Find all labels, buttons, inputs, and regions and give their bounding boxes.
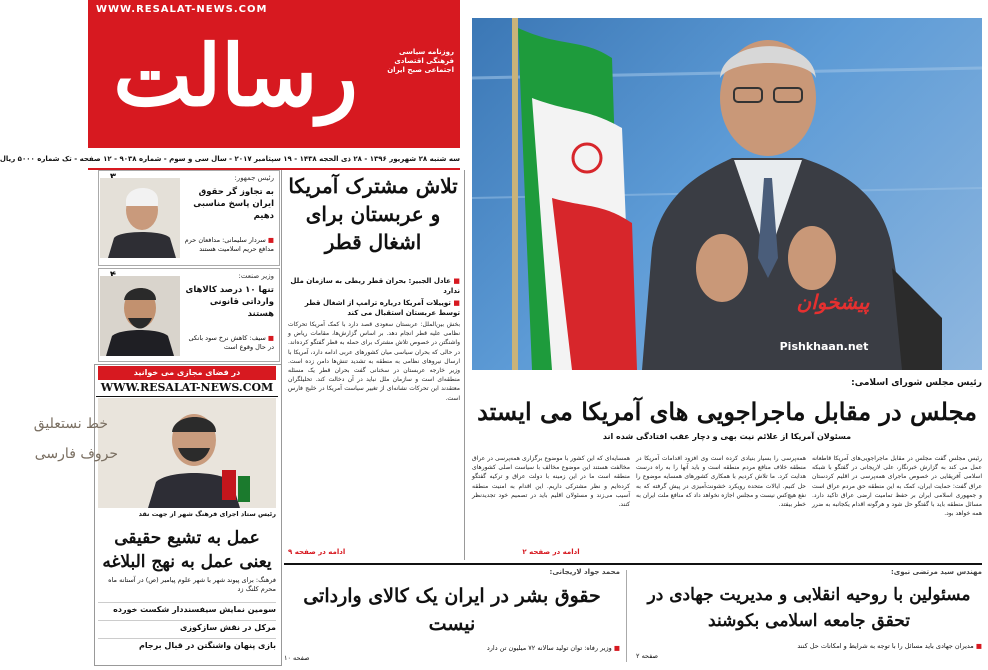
middle-story-body: بخش بین‌الملل: عربستان سعودی قصد دارد با کمک آمریکا تحرکات نظامی علیه قطر انجام دهد. بر اساس گزارش‌ها، مقامات ریاض و واشنگتن در خصوص تلاش مشترک برای حمله به قطر گفتگو کرده‌اند. در حالی که بحران سیاسی میان کشورهای عربی ادامه دارد، آمریکا با ارسال نیروهای نظامی به منطقه به تشدید تنش‌ها دامن زده است. وزیر خارجه عربستان در سخنانی گفت بحران قطر یک مسئله منطقه‌ای است و سازمان ملل نباید در آن دخالت کند. تحلیلگران معتقدند این تحرکات نشانه‌ای از تغییر سیاست آمریکا در خلیج فارس است. [288, 321, 460, 402]
bottom-story-headline[interactable]: مسئولین با روحیه انقلابی و مدیریت جهادی در تحقق جامعه اسلامی بکوشند [647, 585, 971, 631]
bottom-story-page-ref: صفحه ۲ [636, 652, 659, 660]
bottom-story-kicker: مهندس سید مرتضی نبوی: [891, 568, 982, 576]
online-section-item[interactable]: مرکل در نقش سازکوزی [98, 620, 276, 635]
rail-photo [100, 178, 180, 258]
column-divider [464, 170, 465, 560]
online-section-item[interactable]: سومین نمایش سیفسنددار شکست خورده [98, 602, 276, 617]
main-story-continue-link[interactable]: ادامه در صفحه ۲ [522, 548, 580, 556]
bottom-story-kicker: محمد جواد لاریجانی: [549, 568, 620, 576]
main-story-column: رئیس مجلس گفت مجلس در مقابل ماجراجویی‌های آمریکا قاطعانه عمل می کند به گزارش خبرنگار، علی لاریجانی در گفتگو با شبکه اسلامی آفریقایی در خصوص ماجرای همه‌پرسی در اقلیم کردستان عراق گفت: حمایت ایران، کمک به این منطقه حق مردم عراق است و جمهوری اسلامی ایران بر حفظ تمامیت ارضی عراق تاکید دارد. مسائل منطقه باید با گفتگو حل شود و هرگونه اقدام یکجانبه به ضرر همه خواهد بود. [812, 455, 982, 518]
watermark-url: Pishkhaan.net [779, 340, 869, 353]
middle-story-bullet: ■ عادل الجبیر: بحران قطر ربطی به سازمان ملل ندارد [288, 276, 460, 296]
rail-headline[interactable]: تنها ۱۰ درصد کالاهای وارداتی قانونی هستند [185, 285, 274, 319]
section-divider [284, 563, 982, 565]
bottom-story-page-ref: صفحه ۱۰ [284, 654, 310, 662]
main-story-kicker: رئیس مجلس شورای اسلامی: [851, 378, 982, 388]
online-section-subhead: فرهنگ: برای پیوند شهر با شهر علوم پیامبر (ص) در آستانه ماه محرم کلنگ زد [108, 576, 276, 593]
online-section-url[interactable]: WWW.RESALAT-NEWS.COM [96, 380, 278, 397]
bottom-story-subhead: ■ مدیران جهادی باید مسائل را با توجه به شرایط و امکانات حل کنند [648, 642, 982, 652]
main-story-column: همه‌پرسی را بسیار بنیادی کرده است وی افزود اقدامات آمریکا در منطقه خلاف منافع مردم منطقه است و باید آنها را به راه درست هدایت کرد. ما تلاش کردیم با همکاری کشورهای همسایه موضوع را حل کنیم. ایالات متحده رویکرد خشونت‌آمیزی در پیش گرفته که به نفع هیچ‌کس نیست و مجلس اجازه نخواهد داد که منافع ملت ایران به خطر بیفتد. [636, 455, 806, 509]
masthead-subtitle: روزنامه سیاسی فرهنگی اقتصادی اجتماعی صبح ایران [387, 48, 454, 74]
online-section-item[interactable]: بازی پنهان واشنگتن در قبال برجام [98, 638, 276, 653]
portrait-icon [100, 276, 180, 356]
rail-headline[interactable]: به تجاوز گر حقوق ایران پاسخ مناسبی دهیم [193, 187, 274, 221]
main-photo [472, 18, 982, 370]
main-story-headline[interactable]: مجلس در مقابل ماجراجویی های آمریکا می ایستد [477, 397, 977, 426]
bottom-story-headline[interactable]: حقوق بشر در ایران یک کالای وارداتی نیست [303, 585, 601, 635]
speaker-photo-illustration [472, 18, 982, 370]
online-section-headline[interactable]: عمل به تشیع حقیقی یعنی عمل به نهج البلاغه [102, 528, 272, 572]
svg-text:حروف فارسی: حروف فارسی [34, 446, 118, 462]
svg-text:خط نستعلیق: خط نستعلیق [33, 416, 108, 432]
online-section-tag: در فضای مجازی می خوانید [98, 366, 276, 380]
bottom-story-subhead: ■ وزیر رفاه: توان تولید سالانه ۷۲ میلیون تن دارد [288, 644, 620, 654]
column-divider [626, 570, 627, 662]
site-url[interactable]: WWW.RESALAT-NEWS.COM [96, 4, 268, 15]
online-section-caption: رئیس ستاد اجرای فرهنگ شهر از جهت نقد [138, 510, 276, 518]
main-story-column: همسایه‌ای که این کشور با موضوع برگزاری همه‌پرسی در عراق مخالفت هستند این موضوع مخالف با سیاست اصلی کشورهای منطقه است ما در این زمینه با دولت عراق و ترکیه گفتگو کرده‌ایم و نظر مشترکی داریم. این اقدام به امنیت منطقه آسیب می‌زند و مسئولان اقلیم باید در تصمیم خود تجدیدنظر کنند. [472, 455, 630, 509]
watermark-logo: پیشخوان [796, 290, 870, 314]
date-issue-bar: سه شنبه ۲۸ شهریور ۱۳۹۶ - ۲۸ ذی الحجه ۱۴۳۸ - ۱۹ سپتامبر ۲۰۱۷ - سال سی و سوم - شماره ۹۰۳۸ - ۱۲ صفحه - تک شماره ۵۰۰۰ ریال [88, 150, 460, 170]
rail-kicker: رئیس جمهور: [234, 174, 274, 182]
middle-story-bullet: ■ توییلات آمریکا درباره ترامپ از اشغال قطر توسط عربستان استقبال می کند [288, 298, 460, 318]
middle-story-continue-link[interactable]: ادامه در صفحه ۹ [288, 548, 346, 556]
portrait-icon [100, 178, 180, 258]
online-section-photo [33, 398, 276, 508]
middle-story-headline[interactable]: تلاش مشترک آمریکا و عربستان برای اشغال قطر [288, 174, 458, 254]
main-story-lead: مسئولان آمریکا از علائم نیت بهی و دچار عقب افتادگی شده اند [602, 432, 852, 441]
rail-kicker: وزیر صنعت: [238, 272, 274, 280]
portrait-icon [33, 398, 276, 508]
rail-subhead: ■ سردار سلیمانی: مدافعان حرم مدافع حریم اسلامیت هستند [184, 236, 274, 262]
rail-photo [100, 276, 180, 356]
rail-subhead: ■ سیف: کاهش نرخ سود بانکی در حال وقوع است [184, 334, 274, 358]
newspaper-logo: رسالت [113, 26, 358, 125]
